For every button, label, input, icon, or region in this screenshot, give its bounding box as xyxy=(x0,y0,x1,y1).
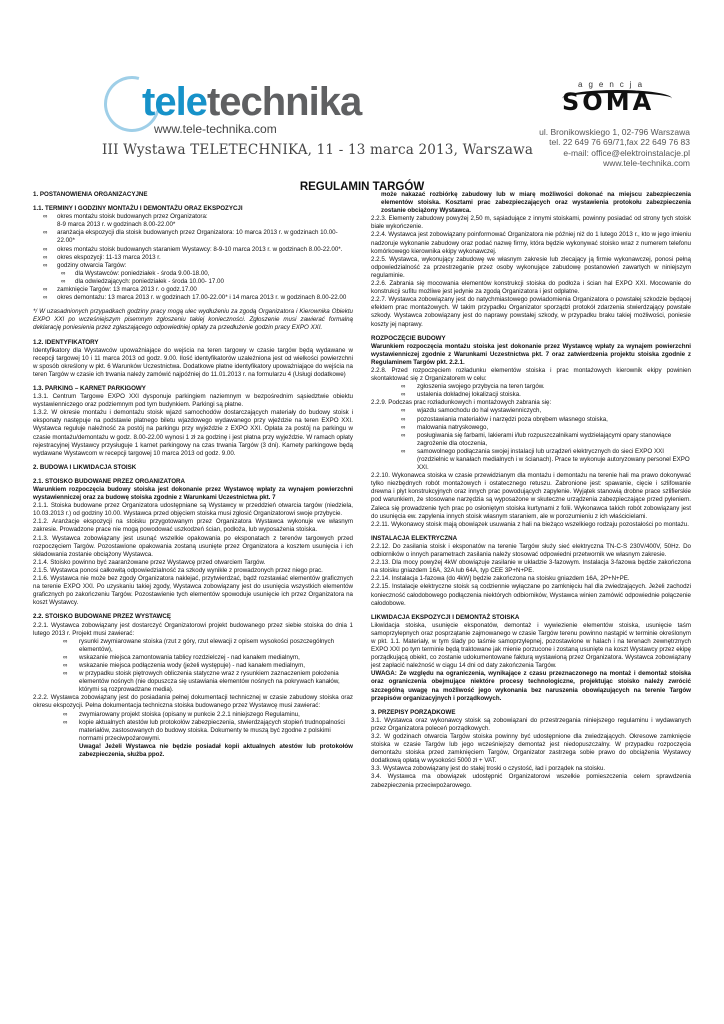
section-heading: 2.2. STOISKO BUDOWANE PRZEZ WYSTAWCĘ xyxy=(33,613,171,621)
list-item: ∞ okres ekspozycji: 11-13 marca 2013 r. xyxy=(33,254,353,262)
paragraph: Identyfikatory dla Wystawców upoważniające do wejścia na teren targowy w czasie targów będą wydawane w recepcji targowej 10 i 11 marca 2013 od godz. 9.00. Ilość identyfikatorów uzależniona jest od wielkości powierzchni w sposób określony w pkt. 6 Warunków Uczestnictwa. Dodatkowe płatne identyfikatory upoważniające do wejścia na teren Targów w czasie ich trwania należy zamówić najpóźniej do 11.01.2013 r. na formularzu 4 (Usługi dodatkowe) xyxy=(33,346,353,378)
list-item: ∞ okres montażu stoisk budowanych staraniem Wystawcy: 8-9-10 marca 2013 r. w godzinach 8.00-22.00*. xyxy=(33,246,353,254)
letterhead xyxy=(0,0,724,180)
paragraph-bold: Warunkiem rozpoczęcia montażu stoiska jest dokonanie przez Wystawcę wpłaty za wynajem powierzchni wystawienniczej zgodnie z Warunkami Uczestnictwa pkt. 7 oraz zatwierdzenia projektu stoiska zgodnie z Regulaminem Targów pkt. 2.2.1. xyxy=(371,342,691,366)
paragraph: 2.2.8. Przed rozpoczęciem rozładunku elementów stoiska i prac montażowych kierownik ekipy powinien skontaktować się z Organizatorem w celu: xyxy=(371,366,691,383)
contact-block xyxy=(490,127,690,169)
left-column xyxy=(33,191,353,759)
paragraph: 2.2.2. Wystawca zobowiązany jest do posiadania pełnej dokumentacji technicznej w czasie zabudowy stoiska oraz okresu ekspozycji. Pełna dokumentacja techniczna stoiska budowanego przez Wystawcę musi zawierać: xyxy=(33,694,353,710)
list-item: ∞ aranżacja ekspozycji dla stoisk budowanych przez Organizatora: 10 marca 2013 r. w godzinach 10.00-22.00* xyxy=(33,229,353,245)
contact-email: e-mail: office@elektroinstalacje.pl xyxy=(563,147,690,158)
contact-address: ul. Bronikowskiego 1, 02-796 Warszawa xyxy=(539,127,690,137)
agency-label: agencja xyxy=(578,80,649,89)
list-item: ∞ wskazanie miejsca podłączenia wody (jeżeli występuje) - nad kanałem medialnym, xyxy=(33,662,353,670)
section-heading: 1.2. IDENTYFIKATORY xyxy=(33,338,99,346)
paragraph: 2.2.3. Elementy zabudowy powyżej 2,50 m, sąsiadujące z innymi stoiskami, powinny posiadać od strony tych stoisk białe wykończenie. 2.2.4. Wystawca jest zobowiązany poinformować Organizatora nie później niż do 1 lutego 2013 r., kto w jego imieniu nadzoruje wykonanie zabudowy oraz podać nazwę firmy, która będzie wykonywać stoisko wraz z numerem telefonu komórkowego kierownika ekipy wykonawczej. 2.2.5. Wystawca, wykonujący zabudowę we własnym zakresie lub zlecający ją firmie wykonawczej, ponosi pełną odpowiedzialność za przestrzeganie przez osoby wykonujące zabudowę postanowień zawartych w niniejszym regulaminie. 2.2.6. Zabrania się mocowania elementów konstrukcji stoiska do podłoża i ścian hal EXPO XXI. Mocowanie do konstrukcji sufitu możliwe jest jedynie za zgodą Organizatora i jest odpłatne. 2.2.7. Wystawca zobowiązany jest do natychmiastowego powiadomienia Organizatora o powstałej szkodzie będącej efektem prac montażowych. W takim przypadku Organizator sporządzi protokół zdarzenia stwierdzający powstałe szkody. Wystawca zobowiązany jest do naprawy powstałej szkody, w przypadku braku takiej możliwości, poniesie koszty jej naprawy. xyxy=(371,215,691,328)
list-item: ∞ dla odwiedzających: poniedziałek - środa 10.00- 17.00 xyxy=(33,278,353,286)
logo-url: www.tele-technika.com xyxy=(154,122,277,136)
section-heading: LIKWIDACJA EKSPOZYCJI I DEMONTAŻ STOISKA xyxy=(371,613,520,621)
list-item: ∞ ustalenia dokładnej lokalizacji stoiska. xyxy=(371,391,691,399)
list-item: ∞ rysunki zwymiarowane stoiska (rzut z góry, rzut elewacji z opisem wysokości poszczególnych elementów), xyxy=(33,638,353,654)
paragraph-bold: Warunkiem rozpoczęcia budowy stoiska jest dokonanie przez Wystawcę wpłaty za wynajem powierzchni wystawienniczej oraz za budowę stoiska zgodnie z Warunkami Uczestnictwa pkt. 7 xyxy=(33,486,353,502)
contact-phone: tel. 22 649 76 69/71,fax 22 649 76 83 xyxy=(549,137,690,148)
contact-website: www.tele-technika.com xyxy=(603,158,690,169)
section-heading: 1.1. TERMINY I GODZINY MONTAŻU I DEMONTAŻU ORAZ EKSPOZYCJI xyxy=(33,205,243,213)
section-heading: ROZPOCZĘCIE BUDOWY xyxy=(371,334,446,342)
list-item: ∞ zamknięcie Targów: 13 marca 2013 r. o godz.17.00 xyxy=(33,286,353,294)
paragraph: 2.2.12. Do zasilania stoisk i eksponatów na terenie Targów służy sieć elektryczna TN-C-S 230V/400V, 50Hz. Do odbiorników o innych parametrach zasilania należy stosować odpowiedni przetwornik we własnym zakresie. 2.2.13. Dla mocy powyżej 4kW obowiązuje zasilanie w układzie 3-fazowym. Instalacja 3-fazowa będzie zakończona na stoisku gniazdem 16A, 32A lub 64A, typ CEE 3P+N+PE. 2.2.14. Instalacja 1-fazowa (do 4kW) będzie zakończona na stoisku gniazdem 16A, 2P+N+PE. 2.2.15. Instalacje elektryczne stoisk są codziennie wyłączane po zamknięciu hal dla zwiedzających. Jeżeli zachodzi konieczność całodobowego podłączenia niektórych odbiorników, Wystawca winien zamówić odpowiednie połączenie całodobowe. xyxy=(371,542,691,607)
paragraph: Likwidacja stoiska, usunięcie eksponatów, demontaż i wywiezienie elementów stoiska, usunięcie taśm samoprzylepnych oraz posprzątanie zajmowanego w czasie Targów terenu powinno nastąpić w terminie określonym w pkt. 1.1. Materiały, w tym ślady po taśmie samoprzylepnej, pozostawione w halach i na terenach zewnętrznych EXPO XXI po tym terminie będą traktowane jak mienie porzucone i zostaną usunięte na koszt Wystawcy przez ekipę porządkującą obiekt, co zostanie udokumentowane fakturą wystawioną przez Organizatora. Wystawca zobowiązany jest zapłacić należność w ciągu 14 dni od daty zakończenia Targów. xyxy=(371,621,691,670)
paragraph: 3.1. Wystawca oraz wykonawcy stoisk są zobowiązani do przestrzegania niniejszego regulaminu i wydawanych przez Organizatora poleceń porządkowych. 3.2. W godzinach otwarcia Targów stoiska powinny być udostępnione dla zwiedzających. Okresowe zamknięcie stoiska w czasie Targów lub jego wcześniejszy demontaż jest niedopuszczalny. W przypadku rozpoczęcia demontażu stoiska przed zamknięciem Targów, Organizator zastrzega sobie prawo do obciążenia Wystawcy dodatkową opłatą w wysokości 5000 zł + VAT. 3.3. Wystawca zobowiązany jest do stałej troski o czystość, ład i porządek na stoisku. 3.4. Wystawca ma obowiązek udostępnić Organizatorowi wszelkie pomieszczenia celem sprawdzenia zabezpieczenia przeciwpożarowego. xyxy=(371,716,691,789)
list-item: ∞ dla Wystawców: poniedziałek - środa 9.00-18.00, xyxy=(33,270,353,278)
section-heading: 2.1. STOISKO BUDOWANE PRZEZ ORGANIZATORA xyxy=(33,477,185,485)
footnote: */ W uzasadnionych przypadkach godziny pracy mogą ulec wydłużeniu za zgodą Organizatora i Kierownika Obiektu EXPO XXI po wcześniejszym pisemnym zgłoszeniu takiej konieczności. Zgłoszenie musi zawierać formalną deklarację poniesienia przez zgłaszającego odpowiedniej opłaty za przedłużenie godzin pracy EXPO XXI. xyxy=(33,308,353,332)
teletechnika-logo xyxy=(96,72,362,142)
section-heading: 2. BUDOWA I LIKWIDACJA STOISK xyxy=(33,463,137,471)
list-item: ∞ wjazdu samochodu do hal wystawienniczych, xyxy=(371,407,691,415)
section-heading: INSTALACJA ELEKTRYCZNA xyxy=(371,534,458,542)
right-column xyxy=(371,191,691,790)
list-item: ∞ pozostawiania materiałów i narzędzi poza obrębem własnego stoiska, xyxy=(371,416,691,424)
paragraph: 2.1.1. Stoiska budowane przez Organizatora udostępniane są Wystawcy w przeddzień otwarcia targów (niedziela, 10.03.2013 r.) od godziny 10.00. Wystawca przed objęciem stoiska musi zgłosić Organizatorowi swoje przybycie. 2.1.2. Aranżacje ekspozycji na stoisku przygotowanym przez Organizatora Wystawca wykonuje we własnym zakresie. Prowadzone prace nie mogą powodować uszkodzeń ścian, podłoża, lub wyposażenia stoiska. 2.1.3. Wystawca zobowiązany jest usunąć wszelkie opakowania po eksponatach z terenów targowych przed rozpoczęciem Targów. Pozostawione opakowania zostaną usunięte przez Organizatora a kosztem usunięcia i ich składowania zostanie obciążony Wystawca. 2.1.4. Stoisko powinno być zaaranżowane przez Wystawcę przed otwarciem Targów. 2.1.5. Wystawca ponosi całkowitą odpowiedzialność za szkody wynikłe z prowadzonych przez niego prac. 2.1.6. Wystawca nie może bez zgody Organizatora naklejać, przytwierdzać, bądź rozstawiać elementów graficznych na terenie EXPO XXI. Po uzyskaniu takiej zgody, Wystawca zobowiązany jest do usunięcia wszystkich elementów graficznych po zakończeniu Targów. Pozostawienie tych elementów spowoduje usunięcie ich przez Organizatora na koszt Wystawcy. xyxy=(33,502,353,607)
paragraph: 2.2.10. Wykonawca stoiska w czasie przewidzianym dla montażu i demontażu na terenie hali ma prawo dokonywać tylko niezbędnych robót montażowych i ostatecznego retuszu. Zabronione jest: spawanie, cięcie i szlifowanie drewna i płyt konstrukcyjnych oraz innych prac powodujących zapylenie. Wyjątek stanowią drobne prace szlifierskie pod warunkiem, że stosowane narzędzia są wyposażone w skuteczne urządzenia zabezpieczające przed pyleniem. Zaleca się prowadzenie tych prac po osłoniętym stoiska kurtynami z folii. Wykonawca takich robót zobowiązany jest do usunięcia ew. zapylenia innych stoisk własnym staraniem, ale w porozumieniu z ich właścicielami. 2.2.11. Wykonawcy stoisk mają obowiązek usuwania z hali na bieżąco wszelkiego rodzaju pozostałości po montażu. xyxy=(371,472,691,528)
list-item: ∞ malowania natryskowego, xyxy=(371,424,691,432)
agency-name: SOMA xyxy=(562,88,655,116)
paragraph-bold: Uwaga! Jeżeli Wystawca nie będzie posiadał kopii aktualnych atestów lub protokołów zabezpieczenia, służba ppoż. xyxy=(79,742,353,758)
logo-wordmark: teletechnika xyxy=(142,80,362,124)
section-heading: 3. PRZEPISY PORZĄDKOWE xyxy=(371,708,456,716)
paragraph-bold: UWAGA: Ze względu na ograniczenia, wynikające z czasu przeznaczonego na montaż i demontaż stoiska oraz ograniczenia obejmujące niektóre procesy technologiczne, projektując stoisko należy zwrócić szczególną uwagę na możliwość jego wykonania bez naruszenia obowiązujących na terenie Targów przepisów organizacyjnych i porządkowych. xyxy=(371,670,691,702)
soma-agency-logo xyxy=(548,80,688,120)
page-title: REGULAMIN TARGÓW xyxy=(299,181,425,193)
section-heading: 1.3. PARKING – KARNET PARKIGOWY xyxy=(33,384,146,392)
section-heading: 1. POSTANOWIENIA ORGANIZACYJNE xyxy=(33,191,148,198)
paragraph: 2.2.9. Podczas prac rozładunkowych i montażowych zabrania się: xyxy=(371,399,552,407)
list-item: ∞ kopie aktualnych atestów lub protokołów zabezpieczenia, stwierdzających stopień trudnopalności materiałów, zastosowanych do budowy stoiska. Dokumenty te muszą być zgodne z polskimi normami przeciwpożarowymi. xyxy=(33,719,353,743)
list-item: ∞ samowolnego podłączania swojej instalacji lub urządzeń elektrycznych do sieci EXPO XXI (rozdzielnic w kanałach medialnych i w ścianach). Prace te wykonuje autoryzowany personel EXPO XXI. xyxy=(371,448,691,472)
list-item: ∞ wskazanie miejsca zamontowania tablicy rozdzielczej - nad kanałem medialnym, xyxy=(33,654,353,662)
paragraph: 1.3.1. Centrum Targowe EXPO XXI dysponuje parkingiem naziemnym w bezpośrednim sąsiedztwie obiektu wystawienniczego oraz podziemnym pod tym budynkiem. Parkingi są płatne. 1.3.2. W okresie montażu i demontażu stoisk wjazd samochodów dostarczających materiały do budowy stoisk i eksponaty następuje na podstawie płatnego biletu wjazdowego wydawanego przy wjeździe na teren EXPO XXI. Wystawca reguluje należność za postój na parkingu przy wyjeździe z EXPO XXI. Opłata za postój na parkingu w czasie montażu/demontażu w godz. 8.00-22.00 wynosi 1 zł za godzinę i jest płatna przy wyjeździe. W ramach opłaty rejestracyjnej Wystawcy przysługuje 1 karnet parkingowy na czas trwania Targów (3 dni). Karnety parkingowe będą wydawane Wystawcom w recepcji targowej 10 marca 2013 od godz. 9.00. xyxy=(33,393,353,457)
list-item: ∞ w przypadku stoisk piętrowych obliczenia statyczne wraz z rysunkiem zaznaczeniem położenia elementów nośnych (nie dopuszcza się ustawiania elementów nośnych na pokrywach kanałów, którymi są rozprowadzane media). xyxy=(33,670,353,694)
list-item: ∞ posługiwania się farbami, lakierami i/lub rozpuszczalnikami wydzielającymi opary stanowiące zagrożenie dla otoczenia, xyxy=(371,432,691,448)
paragraph: 2.2.1. Wystawca zobowiązany jest dostarczyć Organizatorowi projekt budowanego przez siebie stoiska do dnia 1 lutego 2013 r. Projekt musi zawierać: xyxy=(33,621,353,637)
list-item: ∞ okres montażu stoisk budowanych przez Organizatora: xyxy=(33,213,353,221)
list-item: ∞ godziny otwarcia Targów: xyxy=(33,262,353,270)
event-title: III Wystawa TELETECHNIKA, 11 - 13 marca 2013, Warszawa xyxy=(102,142,534,158)
list-item: ∞ zwymiarowany projekt stoiska (opisany w punkcie 2.2.1 niniejszego Regulaminu, xyxy=(33,711,353,719)
list-item-cont: 8-9 marca 2013 r. w godzinach 8.00-22.00* xyxy=(57,221,176,229)
paragraph-bold: może nakazać rozbiórkę zabudowy lub w miarę możliwości dokonać na miejscu zabezpieczenia elementów stoiska. Kosztami prac zabezpieczających oraz wystawienia protokołu zabezpieczenia zostanie obciążony Wystawca. xyxy=(381,191,691,215)
list-item: ∞ okres demontażu: 13 marca 2013 r. w godzinach 17.00-22.00* i 14 marca 2013 r. w godzinach 8.00-22.00 xyxy=(33,294,353,302)
list-item: ∞ zgłoszenia swojego przybycia na teren targów. xyxy=(371,383,691,391)
